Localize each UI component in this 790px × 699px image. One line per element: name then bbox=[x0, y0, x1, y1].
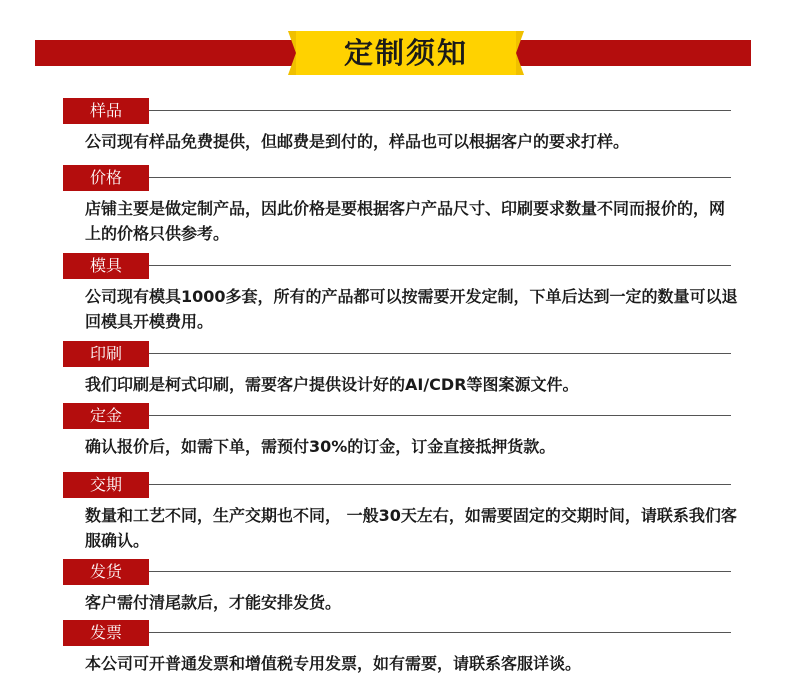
title-banner bbox=[288, 31, 524, 75]
section-divider bbox=[149, 110, 731, 111]
section-text: 数量和工艺不同，生产交期也不同， 一般30天左右，如需要固定的交期时间，请联系我们客服确认。 bbox=[85, 506, 737, 550]
section-divider bbox=[149, 571, 731, 572]
section-tag: 印刷 bbox=[63, 341, 149, 367]
section-text: 客户需付清尾款后，才能安排发货。 bbox=[85, 593, 342, 612]
section-text: 本公司可开普通发票和增值税专用发票，如有需要，请联系客服详谈。 bbox=[85, 654, 582, 673]
section-divider bbox=[149, 353, 731, 354]
section-tag: 发货 bbox=[63, 559, 149, 585]
section-tag: 模具 bbox=[63, 253, 149, 279]
section-divider bbox=[149, 177, 731, 178]
section-tag: 发票 bbox=[63, 620, 149, 646]
section-tag: 样品 bbox=[63, 98, 149, 124]
section-text: 公司现有模具1000多套，所有的产品都可以按需要开发定制，下单后达到一定的数量可以退回模具开模费用。 bbox=[85, 287, 738, 331]
section-tag: 交期 bbox=[63, 472, 149, 498]
section-tag: 价格 bbox=[63, 165, 149, 191]
page-title: 定制须知 bbox=[343, 36, 468, 70]
section-divider bbox=[149, 484, 731, 485]
section-text: 我们印刷是柯式印刷，需要客户提供设计好的AI/CDR等图案源文件。 bbox=[85, 375, 579, 394]
section-divider bbox=[149, 632, 731, 633]
section-text: 公司现有样品免费提供，但邮费是到付的，样品也可以根据客户的要求打样。 bbox=[85, 132, 630, 151]
section-divider bbox=[149, 265, 731, 266]
section-text: 确认报价后，如需下单，需预付30%的订金，订金直接抵押货款。 bbox=[85, 437, 556, 456]
section-tag: 定金 bbox=[63, 403, 149, 429]
section-divider bbox=[149, 415, 731, 416]
section-text: 店铺主要是做定制产品，因此价格是要根据客户产品尺寸、印刷要求数量不同而报价的，网上的价格只供参考。 bbox=[85, 199, 726, 243]
